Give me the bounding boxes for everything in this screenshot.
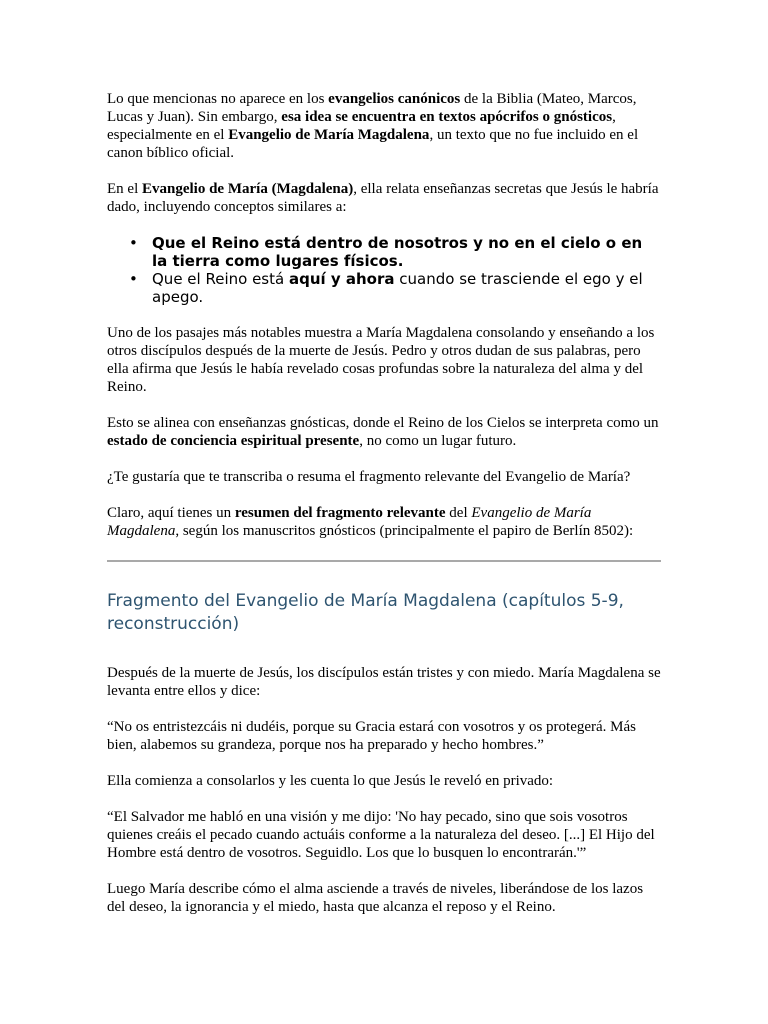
bullet-item-2 [129, 270, 661, 306]
section-quote-2: “El Salvador me habló en una visión y me dijo: 'No hay pecado, sino que sois vosotros quienes creáis el pecado cuando actuáis conforme a la naturaleza del deseo. [...] El Hijo del Hombre está dentro de vosotros. Seguidlo. Los que lo busquen lo encontrarán.'” [107, 809, 655, 861]
bullet-text: Que el Reino está dentro de nosotros y no en el cielo o en la tierra como lugares físicos. [152, 234, 643, 270]
bullet-marker: • [129, 234, 138, 252]
intro-paragraph-6 [107, 504, 661, 540]
section-paragraph-3: Luego María describe cómo el alma asciende a través de niveles, liberándose de los lazos del deseo, la ignorancia y el miedo, hasta que alcanza el reposo y el Reino. [107, 881, 644, 915]
intro-paragraph-3: Uno de los pasajes más notables muestra a María Magdalena consolando y enseñando a los otros discípulos después de la muerte de Jesús. Pedro y otros dudan de sus palabras, pero ella afirma que Jesús le había revelado cosas profundas sobre la naturaleza del alma y del Reino. [107, 325, 655, 395]
bold-run: estado de conciencia espiritual presente [107, 433, 360, 449]
text-run: , ella relata enseñanzas secretas que Jesús le habría dado, incluyendo conceptos similares a: [107, 181, 659, 215]
bold-run: aquí y ahora [288, 270, 395, 288]
bullet-marker: • [129, 270, 138, 288]
text-run: cuando se trasciende el ego y el apego. [152, 270, 643, 306]
text-run: Lo que mencionas no aparece en los [107, 91, 329, 107]
italic-run: Evangelio de María Magdalena [107, 505, 592, 539]
text-run: Esto se alinea con enseñanzas gnósticas, donde el Reino de los Cielos se interpreta como un [107, 415, 659, 431]
bold-run: Evangelio de María (Magdalena) [142, 181, 354, 197]
text-run: de la Biblia (Mateo, Marcos, Lucas y Juan). Sin embargo, [107, 91, 637, 125]
section-quote-1: “No os entristezcáis ni dudéis, porque su Gracia estará con vosotros y os protegerá. Más bien, alabemos su grandeza, porque nos ha preparado y hecho hombres.” [107, 719, 637, 753]
section-paragraph-1: Después de la muerte de Jesús, los discípulos están tristes y con miedo. María Magdalena se levanta entre ellos y dice: [107, 665, 661, 699]
text-run: , especialmente en el [107, 109, 616, 143]
horizontal-divider [107, 560, 661, 562]
bold-run: esa idea se encuentra en textos apócrifos o gnósticos [281, 109, 613, 125]
intro-paragraph-5: ¿Te gustaría que te transcriba o resuma el fragmento relevante del Evangelio de María? [107, 469, 631, 485]
section-heading: Fragmento del Evangelio de María Magdalena (capítulos 5-9, reconstrucción) [107, 591, 624, 634]
text-run: En el [107, 181, 142, 197]
bullet-list [107, 234, 661, 306]
section-paragraph-2: Ella comienza a consolarlos y les cuenta lo que Jesús le reveló en privado: [107, 773, 554, 789]
text-run: , según los manuscritos gnósticos (principalmente el papiro de Berlín 8502): [175, 523, 634, 539]
text-run: Claro, aquí tienes un [107, 505, 235, 521]
text-run: del [445, 505, 472, 521]
bold-run: Evangelio de María Magdalena [228, 127, 430, 143]
text-run: , no como un lugar futuro. [359, 433, 517, 449]
intro-paragraph-4 [107, 414, 661, 450]
text-run: , un texto que no fue incluido en el canon bíblico oficial. [107, 127, 639, 161]
bold-run: evangelios canónicos [328, 91, 461, 107]
intro-paragraph-1 [107, 90, 661, 162]
intro-paragraph-2 [107, 180, 661, 216]
bullet-item-1 [129, 234, 661, 270]
text-run: Que el Reino está [152, 270, 289, 288]
bold-run: resumen del fragmento relevante [234, 505, 446, 521]
